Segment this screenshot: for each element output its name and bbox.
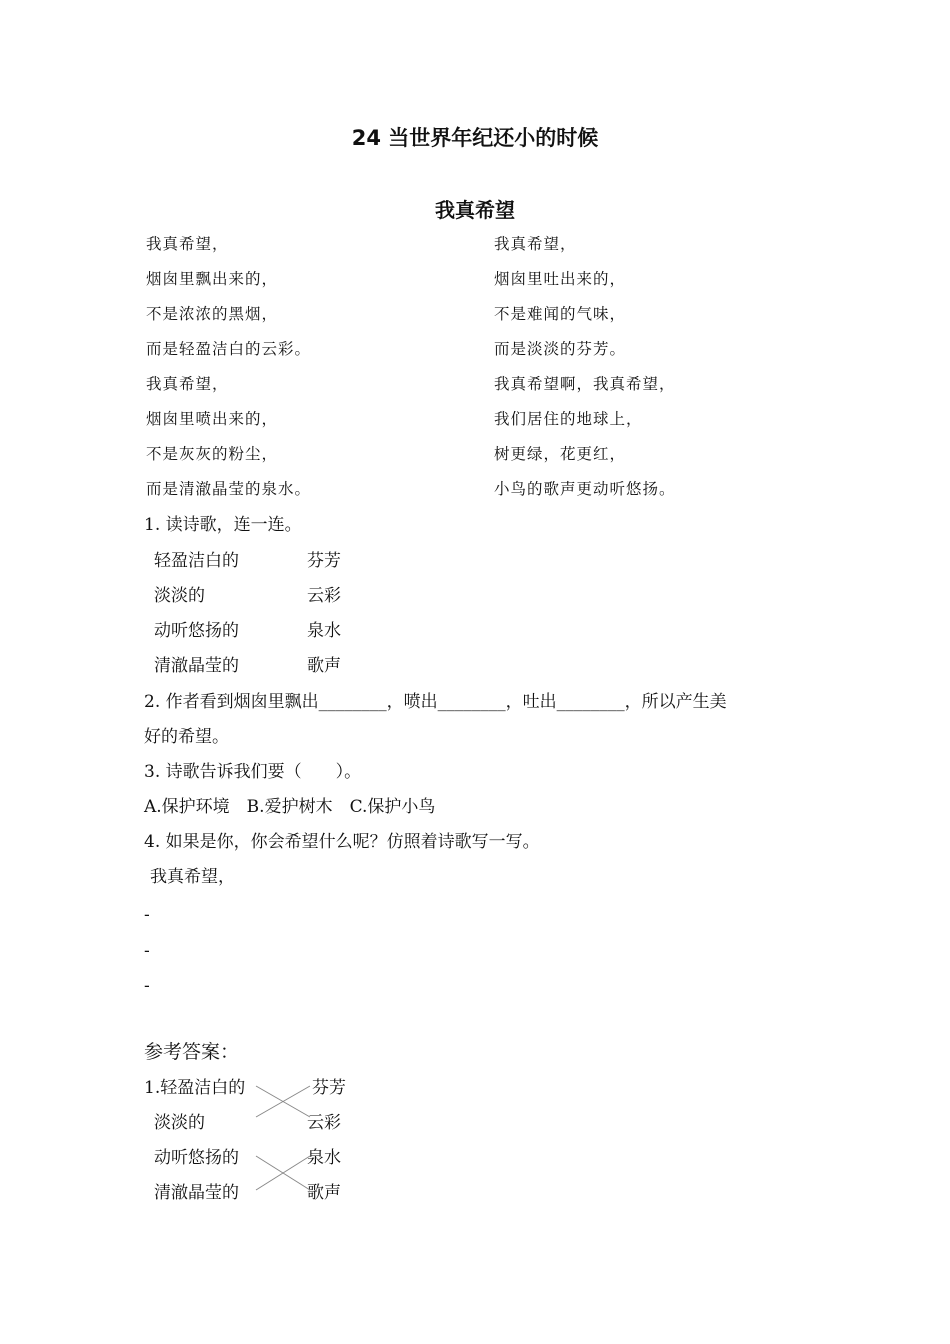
poem-left-line-1: 我真希望， — [146, 235, 229, 253]
a1-right-item: 泉水 — [307, 1148, 341, 1168]
question-3-stem: 3. 诗歌告诉我们要（ ）。 — [144, 762, 362, 782]
q1-right-item: 芬芳 — [307, 551, 341, 571]
poem-right-line-1: 我真希望， — [494, 235, 577, 253]
a1-left-item: 1.轻盈洁白的 — [144, 1078, 246, 1098]
q1-left-item: 清澈晶莹的 — [154, 656, 239, 676]
page-title: 24 当世界年纪还小的时候 — [351, 126, 599, 150]
poem-right-line-4: 而是淡淡的芬芳。 — [494, 340, 627, 358]
q1-right-item: 泉水 — [307, 621, 341, 641]
poem-right-line-2: 烟囱里吐出来的， — [494, 270, 627, 288]
question-3-options: A.保护环境 B.爱护树木 C.保护小鸟 — [144, 797, 436, 817]
poem-left-line-2: 烟囱里飘出来的， — [146, 270, 279, 288]
poem-left-line-5: 我真希望， — [146, 375, 229, 393]
answer-blank-line[interactable]: - — [144, 905, 150, 925]
answer-blank-line[interactable]: - — [144, 976, 150, 996]
answers-heading: 参考答案： — [144, 1041, 240, 1063]
q1-right-item: 歌声 — [307, 656, 341, 676]
question-1-stem: 1. 读诗歌，连一连。 — [144, 515, 302, 535]
a1-right-item: 芬芳 — [312, 1078, 346, 1098]
poem-title: 我真希望 — [435, 198, 515, 222]
poem-left-line-7: 不是灰灰的粉尘， — [146, 445, 279, 463]
answer-blank-line[interactable]: - — [144, 941, 150, 961]
poem-left-line-4: 而是轻盈洁白的云彩。 — [146, 340, 312, 358]
q1-left-item: 轻盈洁白的 — [154, 551, 239, 571]
poem-right-line-3: 不是难闻的气味， — [494, 305, 627, 323]
poem-right-line-8: 小鸟的歌声更动听悠扬。 — [494, 480, 676, 498]
a1-left-item: 动听悠扬的 — [154, 1148, 239, 1168]
poem-left-line-3: 不是浓浓的黑烟， — [146, 305, 279, 323]
question-2-line-2: 好的希望。 — [144, 727, 229, 747]
poem-right-line-5: 我真希望啊，我真希望， — [494, 375, 676, 393]
a1-right-item: 歌声 — [307, 1183, 341, 1203]
poem-left-line-8: 而是清澈晶莹的泉水。 — [146, 480, 312, 498]
poem-left-line-6: 烟囱里喷出来的， — [146, 410, 279, 428]
question-4-start: 我真希望， — [150, 867, 235, 887]
a1-left-item: 清澈晶莹的 — [154, 1183, 239, 1203]
q1-left-item: 动听悠扬的 — [154, 621, 239, 641]
q1-left-item: 淡淡的 — [154, 586, 205, 606]
question-2-line-1: 2. 作者看到烟囱里飘出________，喷出________，吐出________，所以产生美 — [144, 692, 727, 712]
a1-left-item: 淡淡的 — [154, 1113, 205, 1133]
a1-right-item: 云彩 — [307, 1113, 341, 1133]
poem-right-line-7: 树更绿，花更红， — [494, 445, 627, 463]
question-4-stem: 4. 如果是你，你会希望什么呢？仿照着诗歌写一写。 — [144, 832, 540, 852]
q1-right-item: 云彩 — [307, 586, 341, 606]
poem-right-line-6: 我们居住的地球上， — [494, 410, 643, 428]
